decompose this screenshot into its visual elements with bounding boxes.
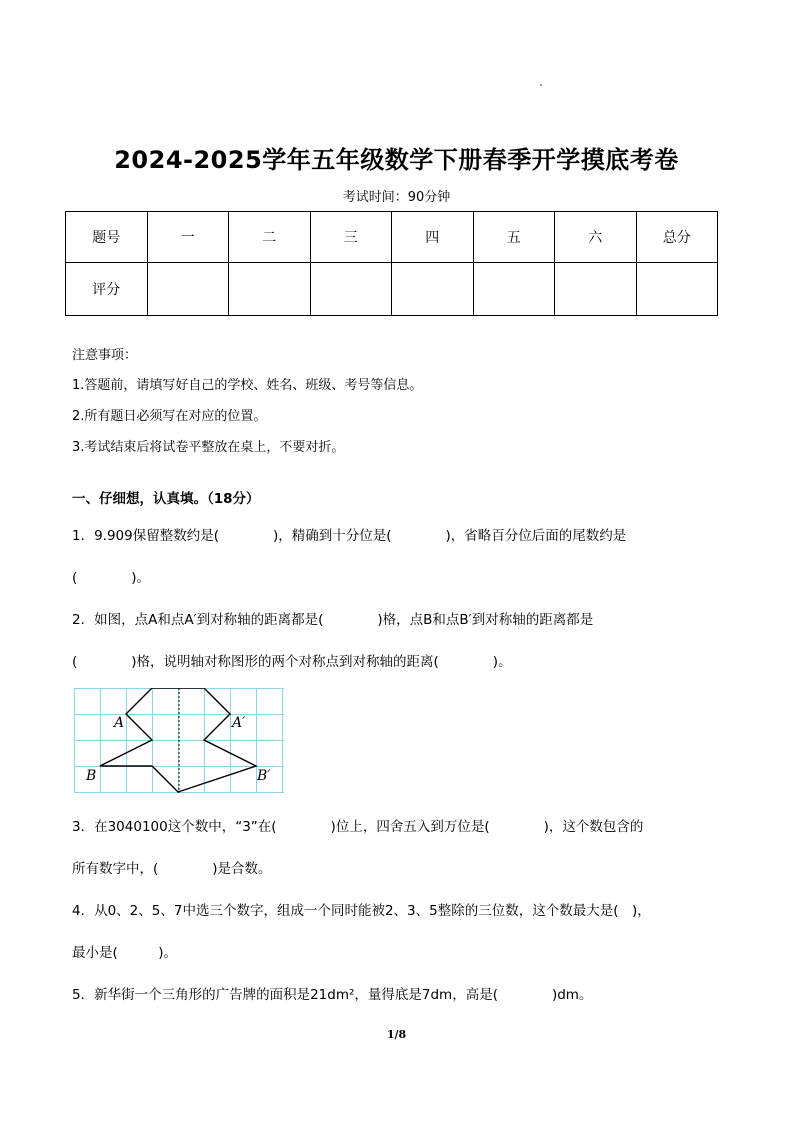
score-header-6: 六 [555,212,637,263]
question-1-line-1: 1．9.909保留整数约是( )，精确到十分位是( )，省略百分位后面的尾数约是 [72,528,627,544]
question-3-line-2: 所有数字中，( )是合数。 [72,861,272,877]
score-header-2: 二 [229,212,311,263]
question-2-line-2: ( )格，说明轴对称图形的两个对称点到对称轴的距离( )。 [72,654,512,670]
scan-speck [540,84,542,86]
question-1-line-2: ( )。 [72,570,151,586]
score-row-label: 评分 [66,263,148,316]
page-number: 1/8 [386,1028,407,1041]
page-title: 2024-2025学年五年级数学下册春季开学摸底考卷 [114,146,679,174]
question-4-line-2: 最小是( )。 [72,945,178,961]
symmetry-grid-svg [74,688,286,794]
question-4-line-1: 4．从0、2、5、7中选三个数字，组成一个同时能被2、3、5整除的三位数，这个数最大是( )， [72,903,651,919]
label-b-prime: B′ [257,768,271,784]
section-heading: 一、仔细想，认真填。（18分） [72,491,260,507]
score-header-label: 题号 [66,212,148,263]
score-header-total: 总分 [636,212,718,263]
score-header-5: 五 [473,212,555,263]
notice-heading: 注意事项： [72,348,138,363]
exam-duration: 考试时间：90分钟 [342,190,451,205]
score-cell[interactable] [310,263,392,316]
label-a: A [114,715,125,731]
question-3-line-1: 3．在3040100这个数中，“3”在( )位上，四舍五入到万位是( )，这个数包含的 [72,819,644,835]
question-2-line-1: 2．如图，点A和点A′到对称轴的距离都是( )格，点B和点B′到对称轴的距离都是 [72,612,594,628]
score-header-3: 三 [310,212,392,263]
symmetry-figure [74,688,286,798]
score-cell[interactable] [636,263,718,316]
question-5: 5．新华街一个三角形的广告牌的面积是21dm²，量得底是7dm，高是( )dm。 [72,987,593,1003]
score-header-4: 四 [392,212,474,263]
label-b: B [86,768,97,784]
score-header-1: 一 [147,212,229,263]
notice-item: 2.所有题日必须写在对应的位置。 [72,409,267,424]
score-cell[interactable] [229,263,311,316]
notice-item: 1.答题前，请填写好自己的学校、姓名、班级、考号等信息。 [72,378,423,393]
score-cell[interactable] [473,263,555,316]
notice-item: 3.考试结束后将试卷平整放在桌上，不要对折。 [72,440,345,455]
label-a-prime: A′ [232,715,246,731]
score-cell[interactable] [392,263,474,316]
score-cell[interactable] [555,263,637,316]
score-cell[interactable] [147,263,229,316]
score-table [65,211,718,316]
